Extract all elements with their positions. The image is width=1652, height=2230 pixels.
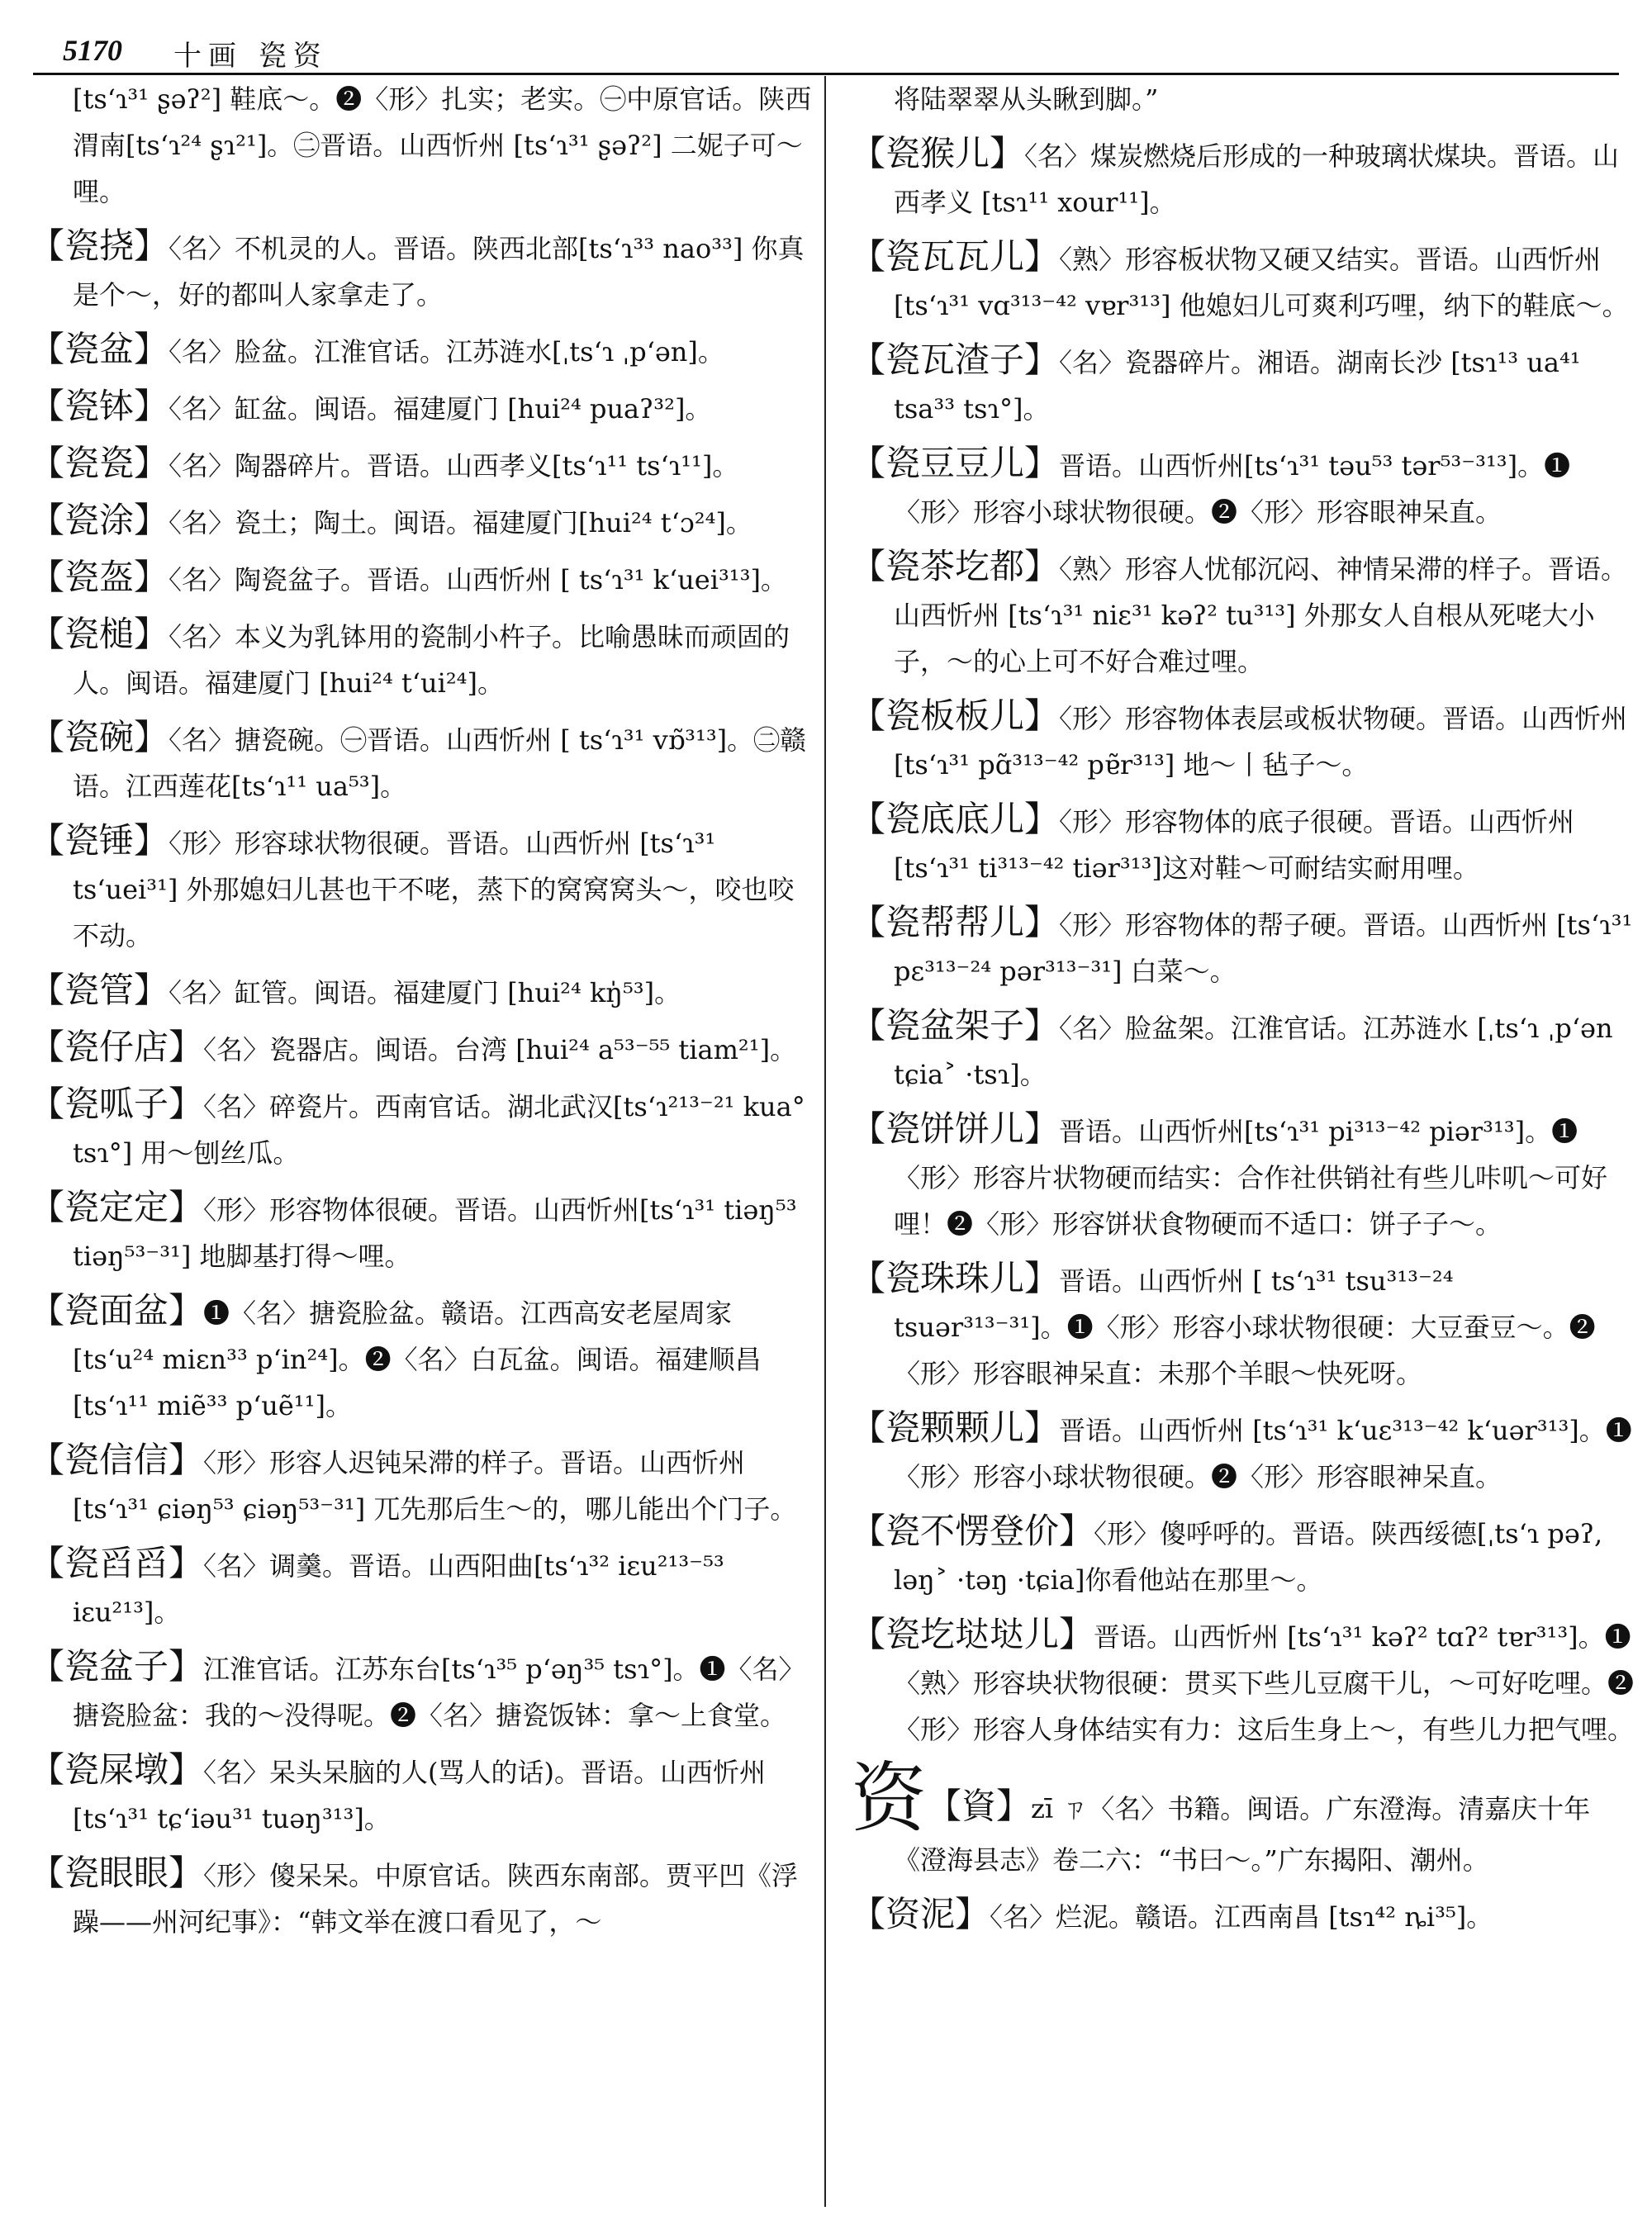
dictionary-entry <box>30 76 813 215</box>
dictionary-entry <box>851 130 1634 225</box>
entry-definition: 〈熟〉形容人忧郁沉闷、神情呆滞的样子。晋语。山西忻州 [tsʻɿ³¹ niɛ³¹ kəʔ² tu³¹³] 外那女人自根从死咾大小子，～的心上可不好合难过哩。 <box>894 553 1628 677</box>
page-number: 5170 <box>63 34 122 67</box>
entry-headword: 【瓷屎墩】 <box>30 1749 204 1790</box>
entry-definition: 〈名〉瓷土；陶土。闽语。福建厦门[hui²⁴ tʻɔ²⁴]。 <box>169 507 752 539</box>
entry-headword: 【瓷豆豆儿】 <box>851 443 1060 483</box>
entry-headword: 【瓷槌】 <box>30 614 169 654</box>
entry-definition: 〈形〉形容物体很硬。晋语。山西忻州[tsʻɿ³¹ tiəŋ⁵³ tiəŋ⁵³⁻³¹] 地脚基打得～哩。 <box>73 1194 797 1272</box>
dictionary-entry <box>851 1754 1634 1883</box>
dictionary-entry <box>30 818 813 959</box>
entry-definition: 晋语。山西忻州 [tsʻɿ³¹ kəʔ² tɑʔ² tɐr³¹³]。❶〈熟〉形容块状物很硬：贯买下些儿豆腐干儿，～可好吃哩。❷〈形〉形容人身体结实有力：这后生身上～，有些儿力把气哩。 <box>894 1621 1635 1745</box>
entry-definition: 〈形〉形容物体的帮子硬。晋语。山西忻州 [tsʻɿ³¹ pɛ³¹³⁻²⁴ pər³¹³⁻³¹] 白菜～。 <box>894 909 1633 987</box>
dictionary-entry <box>30 1437 813 1532</box>
entry-definition: 〈名〉呆头呆脑的人(骂人的话)。晋语。山西忻州 [tsʻɿ³¹ tɕʻiəu³¹ tuəŋ³¹³]。 <box>73 1757 766 1834</box>
dictionary-entry <box>851 543 1634 685</box>
character-heading: 资 <box>851 1754 928 1843</box>
dictionary-entry <box>851 693 1634 788</box>
entry-headword: 【瓷珠珠儿】 <box>851 1258 1060 1298</box>
entry-definition: 〈名〉脸盆。江淮官话。江苏涟水[ˌtsʻɿ ˌpʻən]。 <box>169 336 724 368</box>
dictionary-entry <box>851 1891 1634 1940</box>
entry-headword: 【瓷信信】 <box>30 1440 204 1480</box>
column-divider <box>824 76 826 2207</box>
entry-headword: 【瓷帮帮儿】 <box>851 902 1060 942</box>
entry-definition: 〈名〉缸盆。闽语。福建厦门 [hui²⁴ puaʔ³²]。 <box>169 393 712 425</box>
entry-headword: 【瓷瓦瓦儿】 <box>851 236 1060 277</box>
entry-headword: 【瓷涂】 <box>30 500 169 540</box>
entry-definition: 〈形〉形容人迟钝呆滞的样子。晋语。山西忻州 [tsʻɿ³¹ ɕiəŋ⁵³ ɕiəŋ⁵³⁻³¹] 兀先那后生～的，哪儿能出个门子。 <box>73 1447 797 1525</box>
entry-definition: 〈形〉形容物体的底子很硬。晋语。山西忻州[tsʻɿ³¹ ti³¹³⁻⁴² tiər³¹³]这对鞋～可耐结实耐用哩。 <box>894 806 1575 884</box>
entry-headword: 【瓷定定】 <box>30 1187 204 1227</box>
dictionary-entry <box>851 1508 1634 1603</box>
dictionary-entry <box>851 76 1634 122</box>
entry-headword: 【瓷仔店】 <box>30 1027 204 1067</box>
entry-definition: 〈名〉本义为乳钵用的瓷制小杵子。比喻愚昧而顽固的人。闽语。福建厦门 [hui²⁴ tʻui²⁴]。 <box>73 621 790 699</box>
dictionary-entry <box>30 1184 813 1279</box>
dictionary-entry <box>851 337 1634 432</box>
entry-definition: 将陆翠翠从头瞅到脚。” <box>894 83 1159 115</box>
dictionary-entry <box>30 1850 813 1945</box>
dictionary-entry <box>851 1405 1634 1500</box>
entry-headword: 【瓷管】 <box>30 970 169 1010</box>
entry-definition: 〈名〉脸盆架。江淮官话。江苏涟水 [ˌtsʻɿ ˌpʻən tɕia˃ ·tsɿ]。 <box>894 1013 1613 1090</box>
entry-headword: 【瓷底底儿】 <box>851 799 1060 839</box>
entry-definition: 〈名〉烂泥。赣语。江西南昌 [tsɿ⁴² ȵi³⁵]。 <box>990 1901 1493 1933</box>
dictionary-entry <box>30 1540 813 1635</box>
entry-definition: 晋语。山西忻州 [tsʻɿ³¹ kʻuɛ³¹³⁻⁴² kʻuər³¹³]。❶〈形〉形容小球状物很硬。❷〈形〉形容眼神呆直。 <box>894 1415 1632 1492</box>
entry-headword: 【瓷盔】 <box>30 557 169 597</box>
dictionary-entry <box>30 1081 813 1176</box>
entry-definition: [tsʻɿ³¹ ʂəʔ²] 鞋底～。❷〈形〉扎实；老实。㊀中原官话。陕西渭南[tsʻɿ²⁴ ʂɿ²¹]。㊁晋语。山西忻州 [tsʻɿ³¹ ʂəʔ²] 二妮子可～哩。 <box>73 83 812 207</box>
entry-definition: zī ㄗ〈名〉书籍。闽语。广东澄海。清嘉庆十年《澄海县志》卷二六：“书曰～。”广东揭阳、潮州。 <box>894 1793 1591 1876</box>
entry-definition: 晋语。山西忻州 [ tsʻɿ³¹ tsu³¹³⁻²⁴ tsuər³¹³⁻³¹]。❶〈形〉形容小球状物很硬：大豆蚕豆～。❷〈形〉形容眼神呆直：未那个羊眼～快死呀。 <box>894 1265 1596 1389</box>
entry-definition: 〈名〉陶瓷盆子。晋语。山西忻州 [ tsʻɿ³¹ kʻuei³¹³]。 <box>169 564 787 595</box>
entry-headword: 【资泥】 <box>851 1894 990 1934</box>
dictionary-entry <box>851 1106 1634 1247</box>
entry-definition: 〈形〉傻呼呼的。晋语。陕西绥德[ˌtsʻɿ pəʔ, ləŋ˃ ·təŋ ·tɕia]你看他站在那里～。 <box>894 1518 1603 1596</box>
dictionary-entry <box>851 1611 1634 1753</box>
entry-headword: 【瓷颗颗儿】 <box>851 1407 1060 1448</box>
entry-definition: 〈形〉形容球状物很硬。晋语。山西忻州 [tsʻɿ³¹ tsʻuei³¹] 外那媳妇儿甚也干不咾，蒸下的窝窝窝头～，咬也咬不动。 <box>73 828 795 951</box>
entry-definition: 〈形〉傻呆呆。中原官话。陕西东南部。贾平凹《浮躁——州河纪事》：“韩文举在渡口看见了，～ <box>73 1860 799 1938</box>
dictionary-entry <box>30 611 813 706</box>
dictionary-entry <box>851 1003 1634 1098</box>
dictionary-entry <box>851 796 1634 891</box>
entry-headword: 【瓷呱子】 <box>30 1084 204 1124</box>
entry-headword: 【瓷不愣登价】 <box>851 1511 1094 1551</box>
entry-headword: 【瓷瓦渣子】 <box>851 339 1060 380</box>
dictionary-entry <box>30 223 813 318</box>
dictionary-entry <box>30 1644 813 1739</box>
section-title: 十画 瓷资 <box>173 40 328 73</box>
page-header <box>33 33 1619 75</box>
dictionary-entry <box>30 1288 813 1429</box>
entry-headword: 【資】 <box>927 1786 1032 1826</box>
entry-headword: 【瓷盆子】 <box>30 1646 204 1687</box>
dictionary-entry <box>30 714 813 809</box>
entry-definition: 〈名〉瓷器店。闽语。台湾 [hui²⁴ a⁵³⁻⁵⁵ tiam²¹]。 <box>203 1034 797 1065</box>
entry-headword: 【瓷圪垯垯儿】 <box>851 1614 1094 1654</box>
dictionary-entry <box>30 383 813 432</box>
entry-definition: 〈名〉调羹。晋语。山西阳曲[tsʻɿ³² iɛu²¹³⁻⁵³ iɛu²¹³]。 <box>73 1550 724 1628</box>
dictionary-entry <box>851 234 1634 329</box>
dictionary-entry <box>30 1747 813 1842</box>
entry-headword: 【瓷舀舀】 <box>30 1543 204 1583</box>
entry-headword: 【瓷挠】 <box>30 225 169 266</box>
entry-headword: 【瓷茶圪都】 <box>851 546 1060 586</box>
dictionary-entry <box>30 497 813 546</box>
entry-headword: 【瓷板板儿】 <box>851 695 1060 736</box>
dictionary-entry <box>851 440 1634 535</box>
entry-definition: 〈名〉缸管。闽语。福建厦门 [hui²⁴ kŋ̍⁵³]。 <box>169 977 681 1008</box>
entry-definition: 〈名〉不机灵的人。晋语。陕西北部[tsʻɿ³³ nao³³] 你真是个～，好的都叫人家拿走了。 <box>73 233 805 311</box>
entry-definition: 〈形〉形容物体表层或板状物硬。晋语。山西忻州 [tsʻɿ³¹ pɑ̃³¹³⁻⁴² pɐ̃r³¹³] 地～丨毡子～。 <box>894 703 1628 780</box>
entry-definition: 〈名〉碎瓷片。西南官话。湖北武汉[tsʻɿ²¹³⁻²¹ kua° tsɿ°] 用～刨丝瓜。 <box>73 1091 805 1169</box>
dictionary-entry <box>30 967 813 1016</box>
dictionary-entry <box>30 554 813 603</box>
entry-definition: 晋语。山西忻州[tsʻɿ³¹ pi³¹³⁻⁴² piər³¹³]。❶〈形〉形容片状物硬而结实：合作社供销社有些儿咔叽～可好哩！❷〈形〉形容饼状食物硬而不适口：饼子子～。 <box>894 1116 1608 1240</box>
entry-definition: 〈名〉陶器碎片。晋语。山西孝义[tsʻɿ¹¹ tsʻɿ¹¹]。 <box>169 450 739 482</box>
dictionary-entry <box>851 1255 1634 1397</box>
dictionary-entry <box>30 440 813 489</box>
entry-definition: 晋语。山西忻州[tsʻɿ³¹ təu⁵³ tər⁵³⁻³¹³]。❶〈形〉形容小球状物很硬。❷〈形〉形容眼神呆直。 <box>894 450 1571 528</box>
entry-definition: 江淮官话。江苏东台[tsʻɿ³⁵ pʻəŋ³⁵ tsɿ°]。❶〈名〉搪瓷脸盆：我的～没得呢。❷〈名〉搪瓷饭钵：拿～上食堂。 <box>73 1654 805 1731</box>
entry-definition: ❶〈名〉搪瓷脸盆。赣语。江西高安老屋周家[tsʻu²⁴ miɛn³³ pʻin²⁴]。❷〈名〉白瓦盆。闽语。福建顺昌 [tsʻɿ¹¹ miẽ³³ pʻuẽ¹¹]。 <box>73 1298 762 1421</box>
entry-headword: 【瓷面盆】 <box>30 1290 204 1331</box>
right-column <box>851 76 1634 1948</box>
dictionary-entry <box>30 1024 813 1073</box>
dictionary-entry <box>851 899 1634 994</box>
entry-definition: 〈名〉煤炭燃烧后形成的一种玻璃状煤块。晋语。山西孝义 [tsɿ¹¹ xour¹¹]。 <box>894 140 1620 218</box>
entry-headword: 【瓷碗】 <box>30 717 169 757</box>
entry-headword: 【瓷钵】 <box>30 386 169 426</box>
entry-headword: 【瓷锤】 <box>30 820 169 861</box>
entry-headword: 【瓷饼饼儿】 <box>851 1108 1060 1149</box>
entry-definition: 〈熟〉形容板状物又硬又结实。晋语。山西忻州 [tsʻɿ³¹ vɑ³¹³⁻⁴² vɐr³¹³] 他媳妇儿可爽利巧哩，纳下的鞋底～。 <box>894 244 1629 321</box>
entry-headword: 【瓷瓷】 <box>30 443 169 483</box>
entry-definition: 〈名〉搪瓷碗。㊀晋语。山西忻州 [ tsʻɿ³¹ vɒ̃³¹³]。㊁赣语。江西莲花[tsʻɿ¹¹ ua⁵³]。 <box>73 724 807 802</box>
entry-headword: 【瓷盆架子】 <box>851 1005 1060 1046</box>
dictionary-entry <box>30 326 813 375</box>
entry-headword: 【瓷盆】 <box>30 329 169 369</box>
left-column <box>30 76 813 1953</box>
entry-definition: 〈名〉瓷器碎片。湘语。湖南长沙 [tsɿ¹³ ua⁴¹ tsa³³ tsɿ°]。 <box>894 347 1581 425</box>
entry-headword: 【瓷眼眼】 <box>30 1853 204 1893</box>
entry-headword: 【瓷猴儿】 <box>851 133 1025 173</box>
